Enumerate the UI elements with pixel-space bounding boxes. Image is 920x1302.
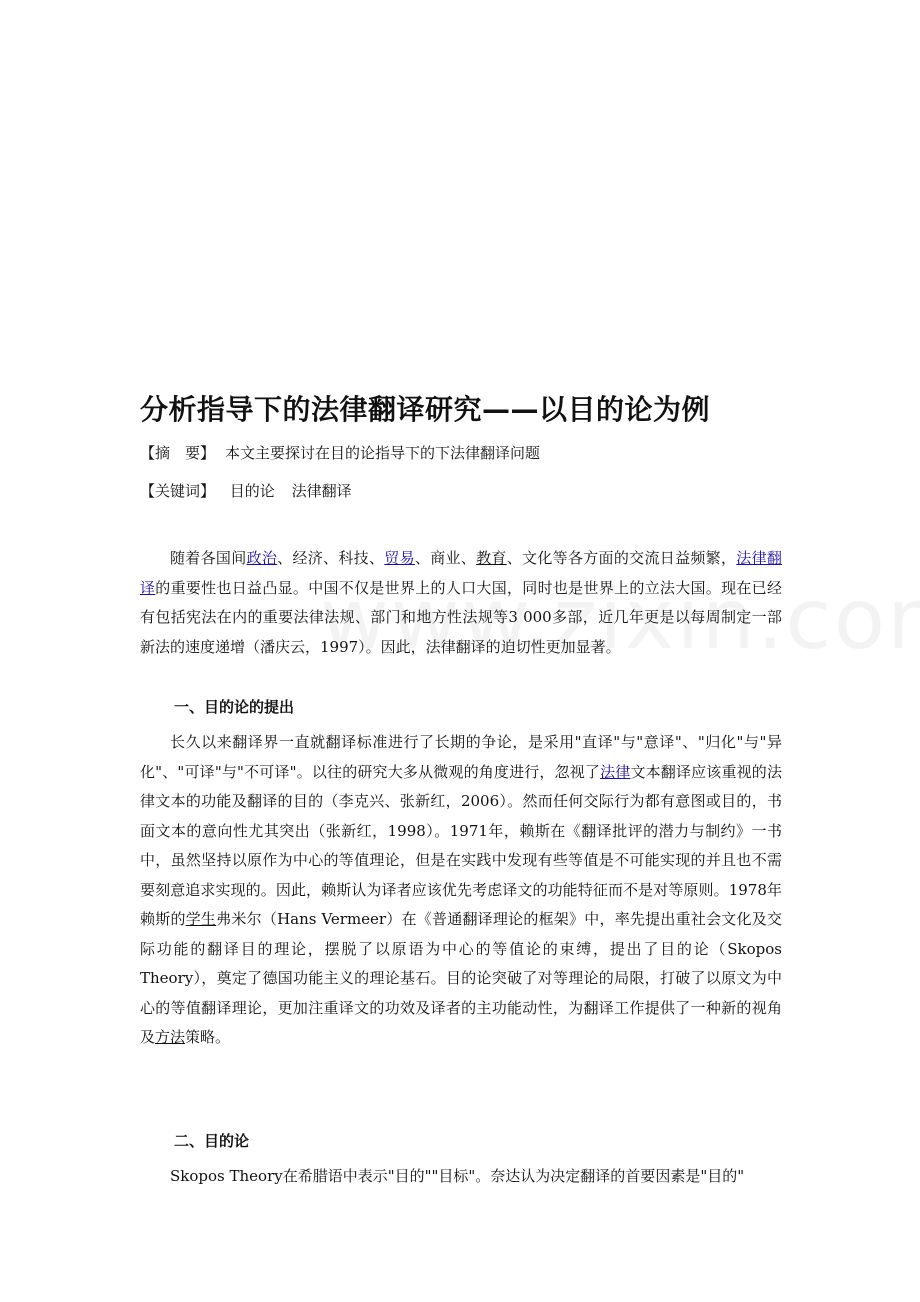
link-method[interactable]: 方法 xyxy=(155,1028,186,1046)
paragraph-intro xyxy=(140,544,782,662)
paragraph-text: 的重要性也日益凸显。中国不仅是世界上的人口大国，同时也是世界上的立法大国。现在已经有包括宪法在内的重要法律法规、部门和地方性法规等3 000多部，近几年更是以每周制定一部新法的速度递增（潘庆云，1997）。因此，法律翻译的迫切性更加显著。 xyxy=(140,578,782,656)
paragraph-text: Skopos Theory在希腊语中表示"目的""目标"。奈达认为决定翻译的首要因素是"目的" xyxy=(170,1167,745,1185)
paragraph-text: 文本翻译应该重视的法律文本的功能及翻译的目的（李克兴、张新红，2006）。然而任何交际行为都有意图或目的，书面文本的意向性尤其突出（张新红，1998）。1971年，赖斯在《翻译批评的潜力与制约》一书中，虽然坚持以原作为中心的等值理论，但是在实践中发现有些等值是不可能实现的并且也不需要刻意追求实现的。因此，赖斯认为译者应该优先考虑译文的功能特征而不是对等原则。1978年赖斯的 xyxy=(140,762,782,928)
keyword-item: 法律翻译 xyxy=(291,482,352,500)
keywords-line xyxy=(140,480,364,501)
keywords-label: 【关键词】 xyxy=(140,482,216,500)
paragraph-text: 弗米尔（Hans Vermeer）在《普通翻译理论的框架》中，率先提出重社会文化及交际功能的翻译目的理论，摆脱了以原语为中心的等值论的束缚，提出了目的论（Skopos Theory），奠定了德国功能主义的理论基石。目的论突破了对等理论的局限，打破了以原文为中心的等值翻译理论，更加注重译文的功效及译者的主功能动性，为翻译工作提供了一种新的视角及 xyxy=(140,910,782,1046)
paragraph-text: 长久以来翻译界一直就翻译标准进行了长期的争论，是采用"直译"与"意译"、"归化"与"异化"、"可译"与"不可译"。以往的研究大多从微观的角度进行，忽视了 xyxy=(140,733,782,781)
link-trade[interactable]: 贸易 xyxy=(384,549,415,567)
paragraph-text: 、商业、 xyxy=(414,549,477,567)
section-heading-2: 二、目的论 xyxy=(174,1132,250,1150)
link-education[interactable]: 教育 xyxy=(476,549,507,567)
document-title: 分析指导下的法律翻译研究——以目的论为例 xyxy=(140,393,711,426)
paragraph-text: 、文化等各方面的交流日益频繁， xyxy=(506,549,737,567)
link-politics[interactable]: 政治 xyxy=(246,549,278,567)
paragraph-text: 策略。 xyxy=(185,1028,231,1046)
keyword-item: 目的论 xyxy=(229,482,275,500)
link-law[interactable]: 法律 xyxy=(600,762,631,781)
link-student[interactable]: 学生 xyxy=(185,910,217,928)
paragraph-text: 随着各国间 xyxy=(170,549,247,567)
section-heading-1: 一、目的论的提出 xyxy=(174,698,295,716)
abstract-label: 【摘 要】 xyxy=(140,444,216,462)
paragraph-text: 、经济、科技、 xyxy=(277,549,385,567)
abstract-text: 本文主要探讨在目的论指导下的下法律翻译问题 xyxy=(225,444,541,462)
abstract-line xyxy=(140,442,540,463)
paragraph-skopos-theory xyxy=(140,1162,782,1192)
link-legal-translation[interactable]: 法律翻译 xyxy=(140,549,782,597)
paragraph-skopos-origin xyxy=(140,728,782,1053)
